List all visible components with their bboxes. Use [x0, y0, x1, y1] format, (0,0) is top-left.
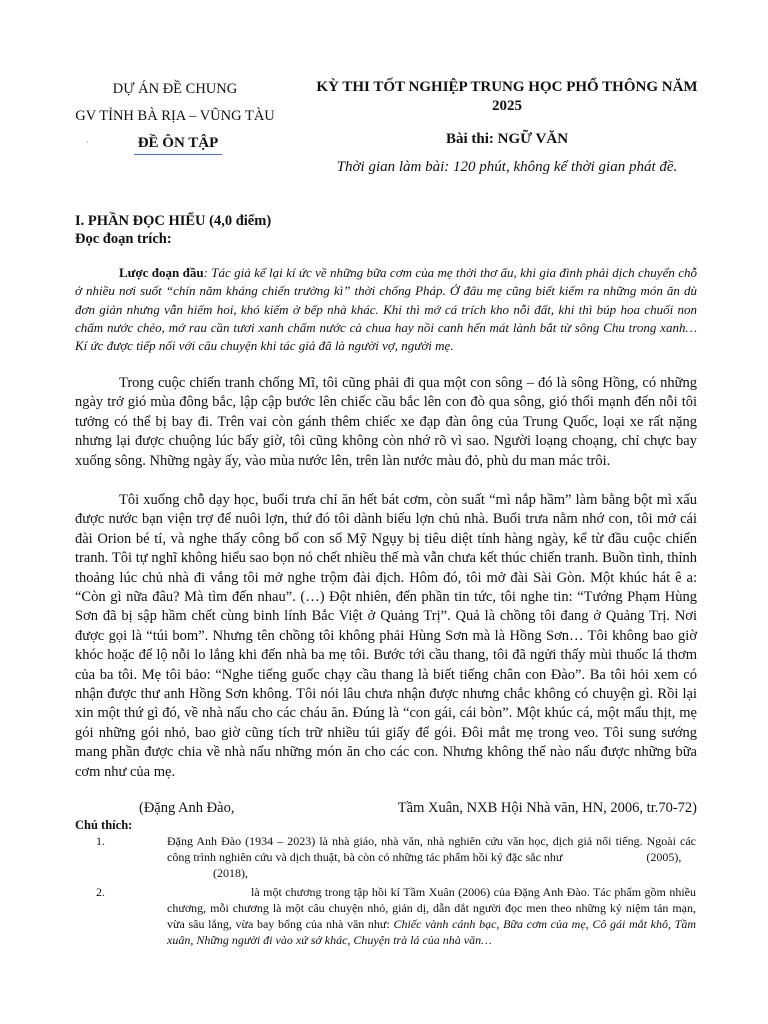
exam-time: Thời gian làm bài: 120 phút, không kể thời gian phát đề. — [336, 159, 678, 175]
note-item — [96, 834, 696, 881]
section-title: I. PHẦN ĐỌC HIỂU (4,0 điểm) — [75, 213, 272, 229]
summary-label: Lược đoạn đầu — [119, 265, 204, 280]
passage-paragraph-2: Tôi xuống chỗ dạy học, buổi trưa chỉ ăn hết bát cơm, còn suất “mì nắp hầm” làm bằng bột mì xấu được nước bạn viện trợ để nuôi lợn, thứ đó tôi dành biếu lợn chủ nhà. Buổi trưa nằm nhớ con, tôi mở cái đài Orion bé tí, và nghe thấy công bố con số Mỹ Ngụy bị tiêu diệt tính hàng ngày, kể từ đầu cuộc chiến tranh. Tôi tự nghĩ không hiểu sao bọn nó chết nhiều thế mà vẫn chưa kết thúc chiến tranh. Buồn tình, thỉnh thoảng lúc chủ nhà đi vắng tôi mở nghe trộm đài địch. Hôm đó, tôi mở đài Sài Gòn. Một khúc hát ê a: “Còn gì nữa đâu? Mà tìm đến nhau”. (…) Đột nhiên, đến phần tin tức, tôi nghe tin: “Tướng Phạm Hùng Sơn đã bị sập hầm chết cùng binh lính Bắc Việt ở Quảng Trị”. Quả là chồng tôi đang ở Quảng Trị. Nơi được gọi là “túi bom”. Nhưng tên chồng tôi không phải Hùng Sơn mà là Hồng Sơn… Tôi không bao giờ khóc hoặc để lộ nỗi lo lắng khi đến nhà ba mẹ tôi. Bước tới cầu thang, tôi đã ngửi thấy mùi thuốc lá thơm của ba tôi. Mẹ tôi bảo: “Nghe tiếng guốc chạy cầu thang là biết tiếng chân con Đào”. Ba tôi hỏi xem có nhận được thư anh Hồng Sơn không. Tôi nói lâu chưa nhận được nhưng chắc không có chuyện gì. Rồi lại xin một thứ gì đó, về nhà nấu cho các cháu ăn. Đúng là “con gái, cái bòn”. Một khúc cá, một mẩu thịt, mẹ gói những gói nhỏ, bao giờ cũng tích trữ nhiều túi giấy để gói. Đôi mắt mẹ trong veo. Tôi sung sướng mang phần được chia về nhà nấu những món ăn cho các con. Nhưng không thể nào nấu được những bữa cơm như của mẹ. — [75, 492, 697, 780]
dot-mark-icon: · — [86, 138, 89, 147]
section-heading — [75, 212, 271, 248]
notes-list — [96, 834, 696, 953]
exam-title: KỲ THI TỐT NGHIỆP TRUNG HỌC PHỔ THÔNG NĂM 2025 — [316, 79, 698, 114]
exam-type-label: ĐỀ ÔN TẬP — [134, 132, 223, 155]
header-right — [308, 78, 706, 177]
section-instruction: Đọc đoạn trích: — [75, 231, 172, 247]
exam-subject: Bài thi: NGỮ VĂN — [445, 131, 569, 147]
note-works: Chiếc vành cánh bạc, Bữa cơm của mẹ, Cô gái mắt khô, Tầm xuân, Những người đi vào xứ sở khác, Chuyện trà lá của nhà văn… — [167, 916, 697, 947]
note-text: là một chương trong tập hồi kí Tầm Xuân (2006) của Đặng Anh Đào. Tác phẩm gồm nhiều chương, mỗi chương là một câu chuyện nhỏ, giản dị, dẫn dắt người đọc men theo những kỷ niệm tản mạn, vừa sâu lắng, vừa bay bổng của nhà văn như: — [167, 885, 696, 931]
province-label: GV TỈNH BÀ RỊA – VŨNG TÀU — [75, 108, 275, 124]
summary-text: : Tác giả kể lại kí ức về những bữa cơm của mẹ thời thơ ấu, khi gia đình phải dịch chuyển chỗ ở nhiều nơi suốt “chín năm kháng chiến trường kì” thời chống Pháp. Ở đâu mẹ cũng biết kiếm ra những món ăn dù đơn giản nhưng vẫn hiếm hoi, khó kiếm ở bếp nhà khác. Khi thì mớ cá trích kho nỗi đất, khi thì búp hoa chuối non chấm nước chẻo, mớ rau cần tươi xanh chấm nước cà chua hay nồi canh hến mát lành bắt từ sông Chu trong xanh… Kí ức được tiếp nối với câu chuyện khi tác giả đã là người vợ, người mẹ. — [75, 265, 697, 354]
summary-paragraph — [75, 264, 697, 355]
notes-title: Chú thích: — [75, 818, 133, 832]
project-label: DỰ ÁN ĐỀ CHUNG — [112, 81, 238, 97]
header-left — [60, 78, 290, 159]
note-year: (2005), — [646, 849, 682, 864]
note-number: 1. — [96, 834, 105, 848]
source-author: (Đặng Anh Đào, — [139, 800, 235, 816]
passage-paragraph-1: Trong cuộc chiến tranh chống Mĩ, tôi cũng phải đi qua một con sông – đó là sông Hồng, có những ngày trở gió mùa đông bắc, lập cập bước lên chiếc cầu bắc lên con đò qua sông, gió thổi mạnh đến nỗi tôi tưởng có thể bị bay đi. Trên vai còn gánh thêm chiếc xe đạp đàn ông của Trung Quốc, loại xe rất nặng nhưng lại được chuộng lúc bấy giờ, tôi cũng không còn nhớ rõ vì sao. Người loạng choạng, chỉ chực bay xuống sông. Những ngày ấy, vào mùa nước lên, trên làn nước màu đỏ, phù du man mác trôi. — [75, 375, 697, 469]
note-text: Đặng Anh Đào (1934 – 2023) là nhà giáo, nhà văn, nhà nghiên cứu văn học, dịch giả nổi tiếng. Ngoài các công trình nghiên cứu và dịch thuật, bà còn có những tác phẩm hồi ký đặc sắc như — [167, 834, 696, 864]
note-year: (2018), — [213, 865, 248, 880]
note-item — [96, 885, 696, 948]
source-publication: Tầm Xuân, NXB Hội Nhà văn, HN, 2006, tr.70-72) — [397, 800, 697, 816]
note-number: 2. — [96, 885, 105, 900]
